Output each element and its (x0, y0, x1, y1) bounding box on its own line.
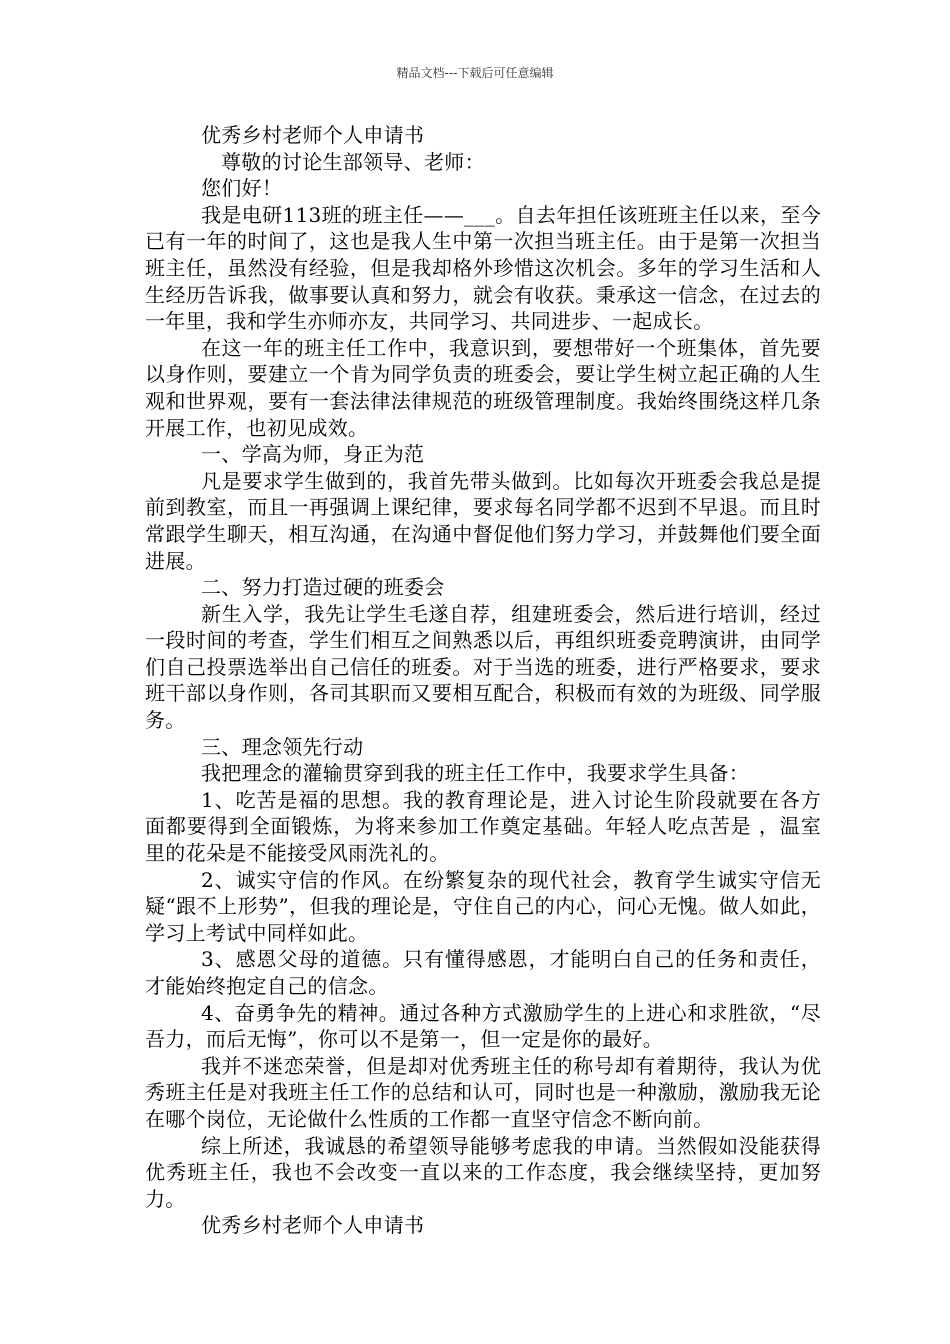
list-item: 2、诚实守信的作风。在纷繁复杂的现代社会，教育学生诚实守信无疑“跟不上形势”，但我的理论是，守住自己的内心，问心无愧。做人如此，学习上考试中同样如此。 (145, 867, 821, 945)
paragraph: 新生入学，我先让学生毛遂自荐，组建班委会，然后进行培训，经过一段时间的考查，学生们相互之间熟悉以后，再组织班委竞聘演讲，由同学们自己投票选举出自己信任的班委。对于当选的班委，进行严格要求，要求班干部以身作则，各司其职而又要相互配合，积极而有效的为班级、同学服务。 (145, 601, 821, 733)
paragraph: 我把理念的灌输贯穿到我的班主任工作中，我要求学生具备： (201, 761, 750, 786)
section-heading: 一、学高为师，身正为范 (201, 442, 425, 467)
section-heading: 二、努力打造过硬的班委会 (201, 575, 445, 600)
section-heading: 三、理念领先行动 (201, 734, 364, 759)
page-header: 精品文档---下载后可任意编辑 (396, 66, 554, 80)
list-item: 4、奋勇争先的精神。通过各种方式激励学生的上进心和求胜欲，“尽吾力，而后无悔”，你可以不是第一，但一定是你的最好。 (145, 1000, 821, 1052)
closing-title: 优秀乡村老师个人申请书 (201, 1213, 425, 1238)
salutation: 尊敬的讨论生部领导、老师： (221, 149, 485, 174)
document-title: 优秀乡村老师个人申请书 (201, 123, 425, 147)
list-item: 1、吃苦是福的思想。我的教育理论是，进入讨论生阶段就要在各方面都要得到全面锻炼，为将来参加工作奠定基础。年轻人吃点苦是 ，温室里的花朵是不能接受风雨洗礼的。 (145, 787, 821, 866)
paragraph: 我并不迷恋荣誉，但是却对优秀班主任的称号却有着期待，我认为优秀班主任是对我班主任工作的总结和认可，同时也是一种激励，激励我无论在哪个岗位，无论做什么性质的工作都一直坚守信念不断向前。 (145, 1053, 821, 1131)
paragraph: 在这一年的班主任工作中，我意识到，要想带好一个班集体，首先要以身作则，要建立一个肯为同学负责的班委会，要让学生树立起正确的人生观和世界观，要有一套法律法律规范的班级管理制度。我始终围绕这样几条开展工作，也初见成效。 (145, 335, 821, 440)
paragraph: 凡是要求学生做到的，我首先带头做到。比如每次开班委会我总是提前到教室，而且一再强调上课纪律，要求每名同学都不迟到不早退。而且时常跟学生聊天，相互沟通，在沟通中督促他们努力学习，并鼓舞他们要全面进展。 (145, 468, 821, 573)
document-body (145, 122, 821, 1239)
paragraph: 综上所述，我诚恳的希望领导能够考虑我的申请。当然假如没能获得优秀班主任，我也不会改变一直以来的工作态度，我会继续坚持，更加努力。 (145, 1133, 821, 1211)
greeting: 您们好！ (201, 176, 283, 201)
list-item: 3、感恩父母的道德。只有懂得感恩，才能明白自己的任务和责任，才能始终抱定自己的信念。 (145, 947, 821, 998)
paragraph: 我是电研113班的班主任——___。自去年担任该班班主任以来，至今已有一年的时间了，这也是我人生中第一次担当班主任。由于是第一次担当班主任，虽然没有经验，但是我却格外珍惜这次机会。多年的学习生活和人生经历告诉我，做事要认真和努力，就会有收获。秉承这一信念，在过去的一年里，我和学生亦师亦友，共同学习、共同进步、一起成长。 (145, 202, 821, 334)
